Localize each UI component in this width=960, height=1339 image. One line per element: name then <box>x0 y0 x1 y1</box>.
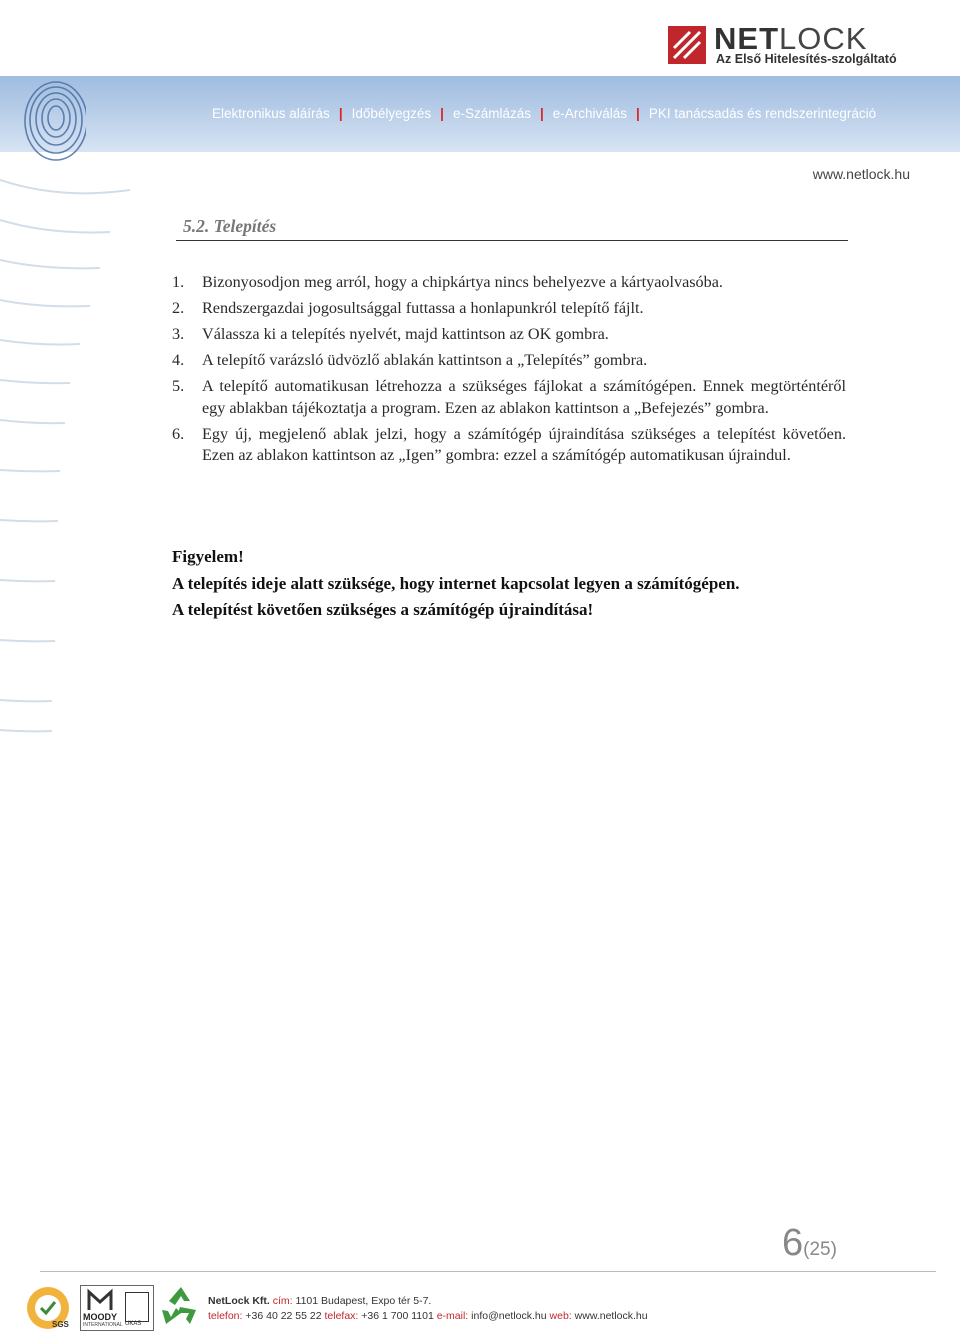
step-item <box>172 376 846 419</box>
step-text: Rendszergazdai jogosultsággal futtassa a honlapunkról telepítő fájlt. <box>202 299 644 317</box>
sgs-label: SGS <box>52 1320 69 1329</box>
installation-steps <box>172 272 846 471</box>
nav-item-pki-consulting[interactable]: PKI tanácsadás és rendszerintegráció <box>648 106 877 121</box>
page-number <box>782 1222 837 1265</box>
step-number: 4. <box>172 351 185 369</box>
moody-certification-badge <box>80 1285 154 1331</box>
logo-tagline: Az Első Hitelesítés-szolgáltató <box>716 52 897 66</box>
footer-phone-label: telefon: <box>208 1310 243 1322</box>
website-link[interactable]: www.netlock.hu <box>812 166 910 182</box>
footer-email-link[interactable]: info@netlock.hu <box>471 1310 547 1322</box>
nav-separator: | <box>440 106 444 121</box>
step-text: Válassza ki a telepítés nyelvét, majd kattintson az OK gombra. <box>202 325 609 343</box>
moody-label: MOODY <box>83 1312 118 1322</box>
netlock-logo <box>668 21 918 70</box>
nav-item-e-archiving[interactable]: e-Archiválás <box>552 106 628 121</box>
ukas-crown-icon <box>125 1292 149 1322</box>
heading-underline <box>176 240 848 241</box>
warning-line-internet: A telepítés ideje alatt szüksége, hogy internet kapcsolat legyen a számítógépen. <box>172 574 740 593</box>
step-text: A telepítő automatikusan létrehozza a szükséges fájlokat a számítógépen. Ennek megtörténtéről egy ablakban tájékoztatja a program. Ezen az ablakon kattintson a „Befejezés” gombra. <box>202 377 846 417</box>
moody-emblem-icon <box>87 1288 113 1312</box>
netlock-logo-mark-icon <box>668 26 706 64</box>
service-navigation <box>212 106 876 121</box>
nav-separator: | <box>539 106 544 121</box>
moody-sublabel: INTERNATIONAL <box>83 1322 123 1328</box>
step-item <box>172 272 846 294</box>
warning-title: Figyelem! <box>172 547 244 566</box>
footer-address-label: cím: <box>272 1295 293 1307</box>
nav-item-timestamping[interactable]: Időbélyegzés <box>351 106 432 121</box>
total-pages: (25) <box>803 1239 837 1260</box>
step-item <box>172 424 846 467</box>
footer-email-label: e-mail: <box>436 1310 469 1322</box>
footer-web-label: web: <box>549 1310 572 1322</box>
nav-separator: | <box>636 106 640 121</box>
footer-fax: +36 1 700 1101 <box>361 1310 434 1322</box>
fingerprint-icon <box>16 78 86 170</box>
step-number: 3. <box>172 325 185 343</box>
footer-divider <box>40 1271 936 1272</box>
nav-item-e-invoicing[interactable]: e-Számlázás <box>452 106 531 121</box>
recycling-icon <box>160 1284 202 1328</box>
step-number: 5. <box>172 377 185 395</box>
step-text: A telepítő varázsló üdvözlő ablakán kattintson a „Telepítés” gombra. <box>202 351 648 369</box>
footer-fax-label: telefax: <box>324 1310 359 1322</box>
step-number: 1. <box>172 273 185 291</box>
step-text: Bizonyosodjon meg arról, hogy a chipkártya nincs behelyezve a kártyaolvasóba. <box>202 273 723 291</box>
step-number: 6. <box>172 424 185 443</box>
step-number: 2. <box>172 299 185 317</box>
section-heading: 5.2. Telepítés <box>183 216 277 236</box>
footer-web-link[interactable]: www.netlock.hu <box>574 1310 648 1322</box>
footer-contact-line <box>208 1310 648 1322</box>
warning-line-restart: A telepítést követően szükséges a számítógép újraindítása! <box>172 600 594 619</box>
step-text: Egy új, megjelenő ablak jelzi, hogy a számítógép újraindítása szükséges a telepítést követően. Ezen az ablakon kattintson az „Igen” gombra: ezzel a számítógép automatikusan újraindul. <box>202 424 846 464</box>
step-item <box>172 324 846 346</box>
footer-address-line <box>208 1295 431 1307</box>
footer-company: NetLock Kft. <box>208 1295 270 1307</box>
nav-separator: | <box>338 106 343 121</box>
step-item <box>172 350 846 372</box>
logo-brand-name: NETLOCK <box>714 21 868 56</box>
current-page: 6 <box>782 1222 804 1264</box>
footer-phone: +36 40 22 55 22 <box>245 1310 322 1322</box>
footer-address: 1101 Budapest, Expo tér 5-7. <box>295 1295 432 1307</box>
step-item <box>172 298 846 320</box>
nav-item-e-signature[interactable]: Elektronikus aláírás <box>212 106 330 121</box>
ukas-label: UKAS <box>125 1321 142 1327</box>
